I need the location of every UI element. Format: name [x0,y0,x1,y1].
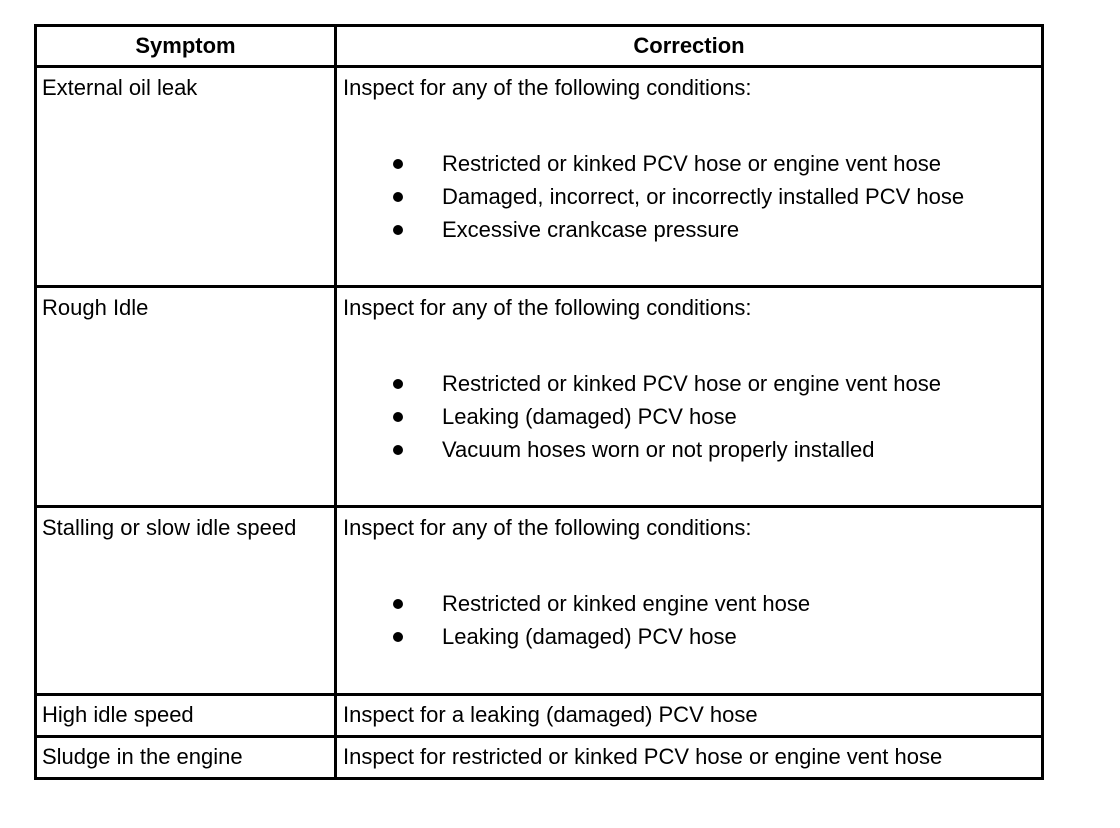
header-correction: Correction [336,26,1043,67]
header-symptom: Symptom [36,26,336,67]
table-row [36,67,1043,287]
symptom-cell: External oil leak [36,67,336,287]
condition-text: Damaged, incorrect, or incorrectly installed PCV hose [442,184,965,209]
table-header-row [36,26,1043,67]
bullet-icon [393,412,403,422]
condition-text: Leaking (damaged) PCV hose [442,404,737,429]
symptom-cell: Sludge in the engine [36,737,336,779]
list-item [343,433,1037,466]
bullet-icon [393,599,403,609]
correction-cell: Inspect for a leaking (damaged) PCV hose [336,695,1043,737]
condition-text: Leaking (damaged) PCV hose [442,624,737,649]
symptom-cell: Stalling or slow idle speed [36,507,336,695]
condition-text: Restricted or kinked PCV hose or engine vent hose [442,151,941,176]
table-row [36,737,1043,779]
list-item [343,587,1037,620]
correction-cell [336,507,1043,695]
condition-text: Restricted or kinked PCV hose or engine vent hose [442,371,941,396]
list-item [343,213,1037,246]
condition-text: Restricted or kinked engine vent hose [442,591,811,616]
condition-list [343,147,1037,246]
bullet-icon [393,632,403,642]
correction-cell [336,67,1043,287]
bullet-icon [393,225,403,235]
correction-cell [336,287,1043,507]
symptom-cell: Rough Idle [36,287,336,507]
condition-text: Vacuum hoses worn or not properly installed [442,437,875,462]
correction-intro: Inspect for any of the following conditions: [343,515,752,540]
table-row [36,695,1043,737]
symptom-cell: High idle speed [36,695,336,737]
bullet-icon [393,379,403,389]
condition-list [343,587,1037,653]
bullet-icon [393,445,403,455]
table-row [36,287,1043,507]
list-item [343,367,1037,400]
symptom-correction-table [34,24,1044,780]
correction-cell: Inspect for restricted or kinked PCV hose or engine vent hose [336,737,1043,779]
table-row [36,507,1043,695]
condition-list [343,367,1037,466]
list-item [343,147,1037,180]
correction-intro: Inspect for any of the following conditions: [343,295,752,320]
list-item [343,400,1037,433]
correction-intro: Inspect for any of the following conditions: [343,75,752,100]
condition-text: Excessive crankcase pressure [442,217,740,242]
bullet-icon [393,159,403,169]
bullet-icon [393,192,403,202]
list-item [343,620,1037,653]
list-item [343,180,1037,213]
